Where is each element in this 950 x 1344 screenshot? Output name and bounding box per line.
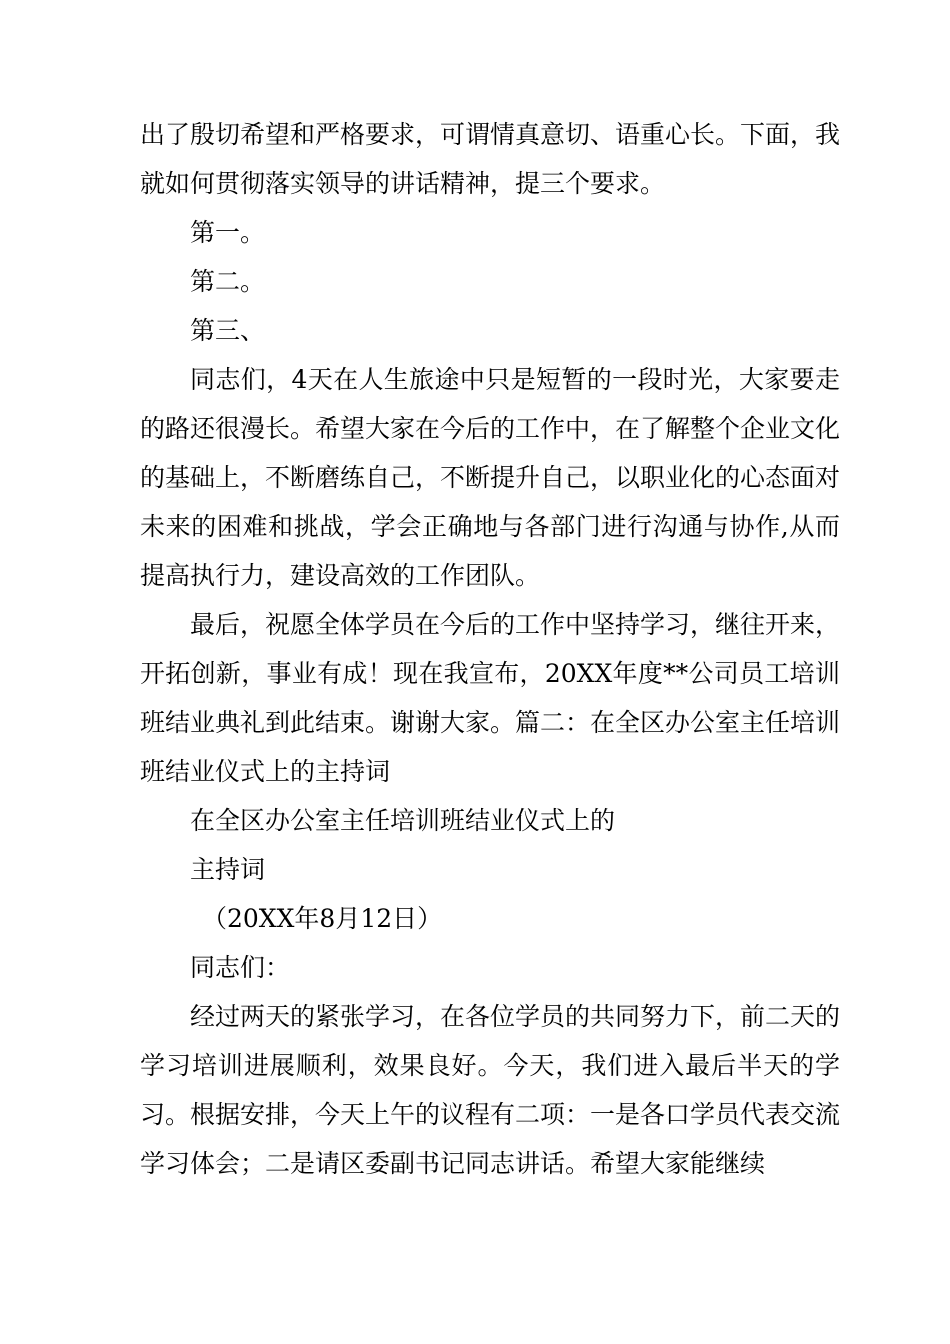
section-title-line2: 主持词	[190, 855, 266, 884]
paragraph-salutation: 同志们：	[190, 953, 291, 982]
document-body	[140, 110, 840, 1188]
paragraph-continuation: 出了殷切希望和严格要求，可谓情真意切、语重心长。下面，我就如何贯彻落实领导的讲话精神，提三个要求。	[140, 120, 841, 198]
section-title-line1: 在全区办公室主任培训班结业仪式上的	[190, 806, 616, 835]
paragraph-closing: 最后，祝愿全体学员在今后的工作中坚持学习，继往开来，开拓创新，事业有成！现在我宣布，20XX年度**公司员工培训班结业典礼到此结束。谢谢大家。篇二：在全区办公室主任培训班结业仪式上的主持词	[140, 610, 841, 786]
paragraph-third-point: 第三、	[190, 316, 266, 345]
paragraph-first-point: 第一。	[190, 218, 266, 247]
paragraph-comrades: 同志们，4天在人生旅途中只是短暂的一段时光，大家要走的路还很漫长。希望大家在今后的工作中，在了解整个企业文化的基础上，不断磨练自己，不断提升自己，以职业化的心态面对未来的困难和挑战，学会正确地与各部门进行沟通与协作,从而提高执行力，建设高效的工作团队。	[140, 365, 841, 590]
paragraph-second-point: 第二。	[190, 267, 266, 296]
section-date: （20XX年8月12日）	[202, 904, 443, 933]
paragraph-training-summary: 经过两天的紧张学习，在各位学员的共同努力下，前二天的学习培训进展顺利，效果良好。今天，我们进入最后半天的学习。根据安排，今天上午的议程有二项：一是各口学员代表交流学习体会；二是请区委副书记同志讲话。希望大家能继续	[140, 1002, 841, 1178]
